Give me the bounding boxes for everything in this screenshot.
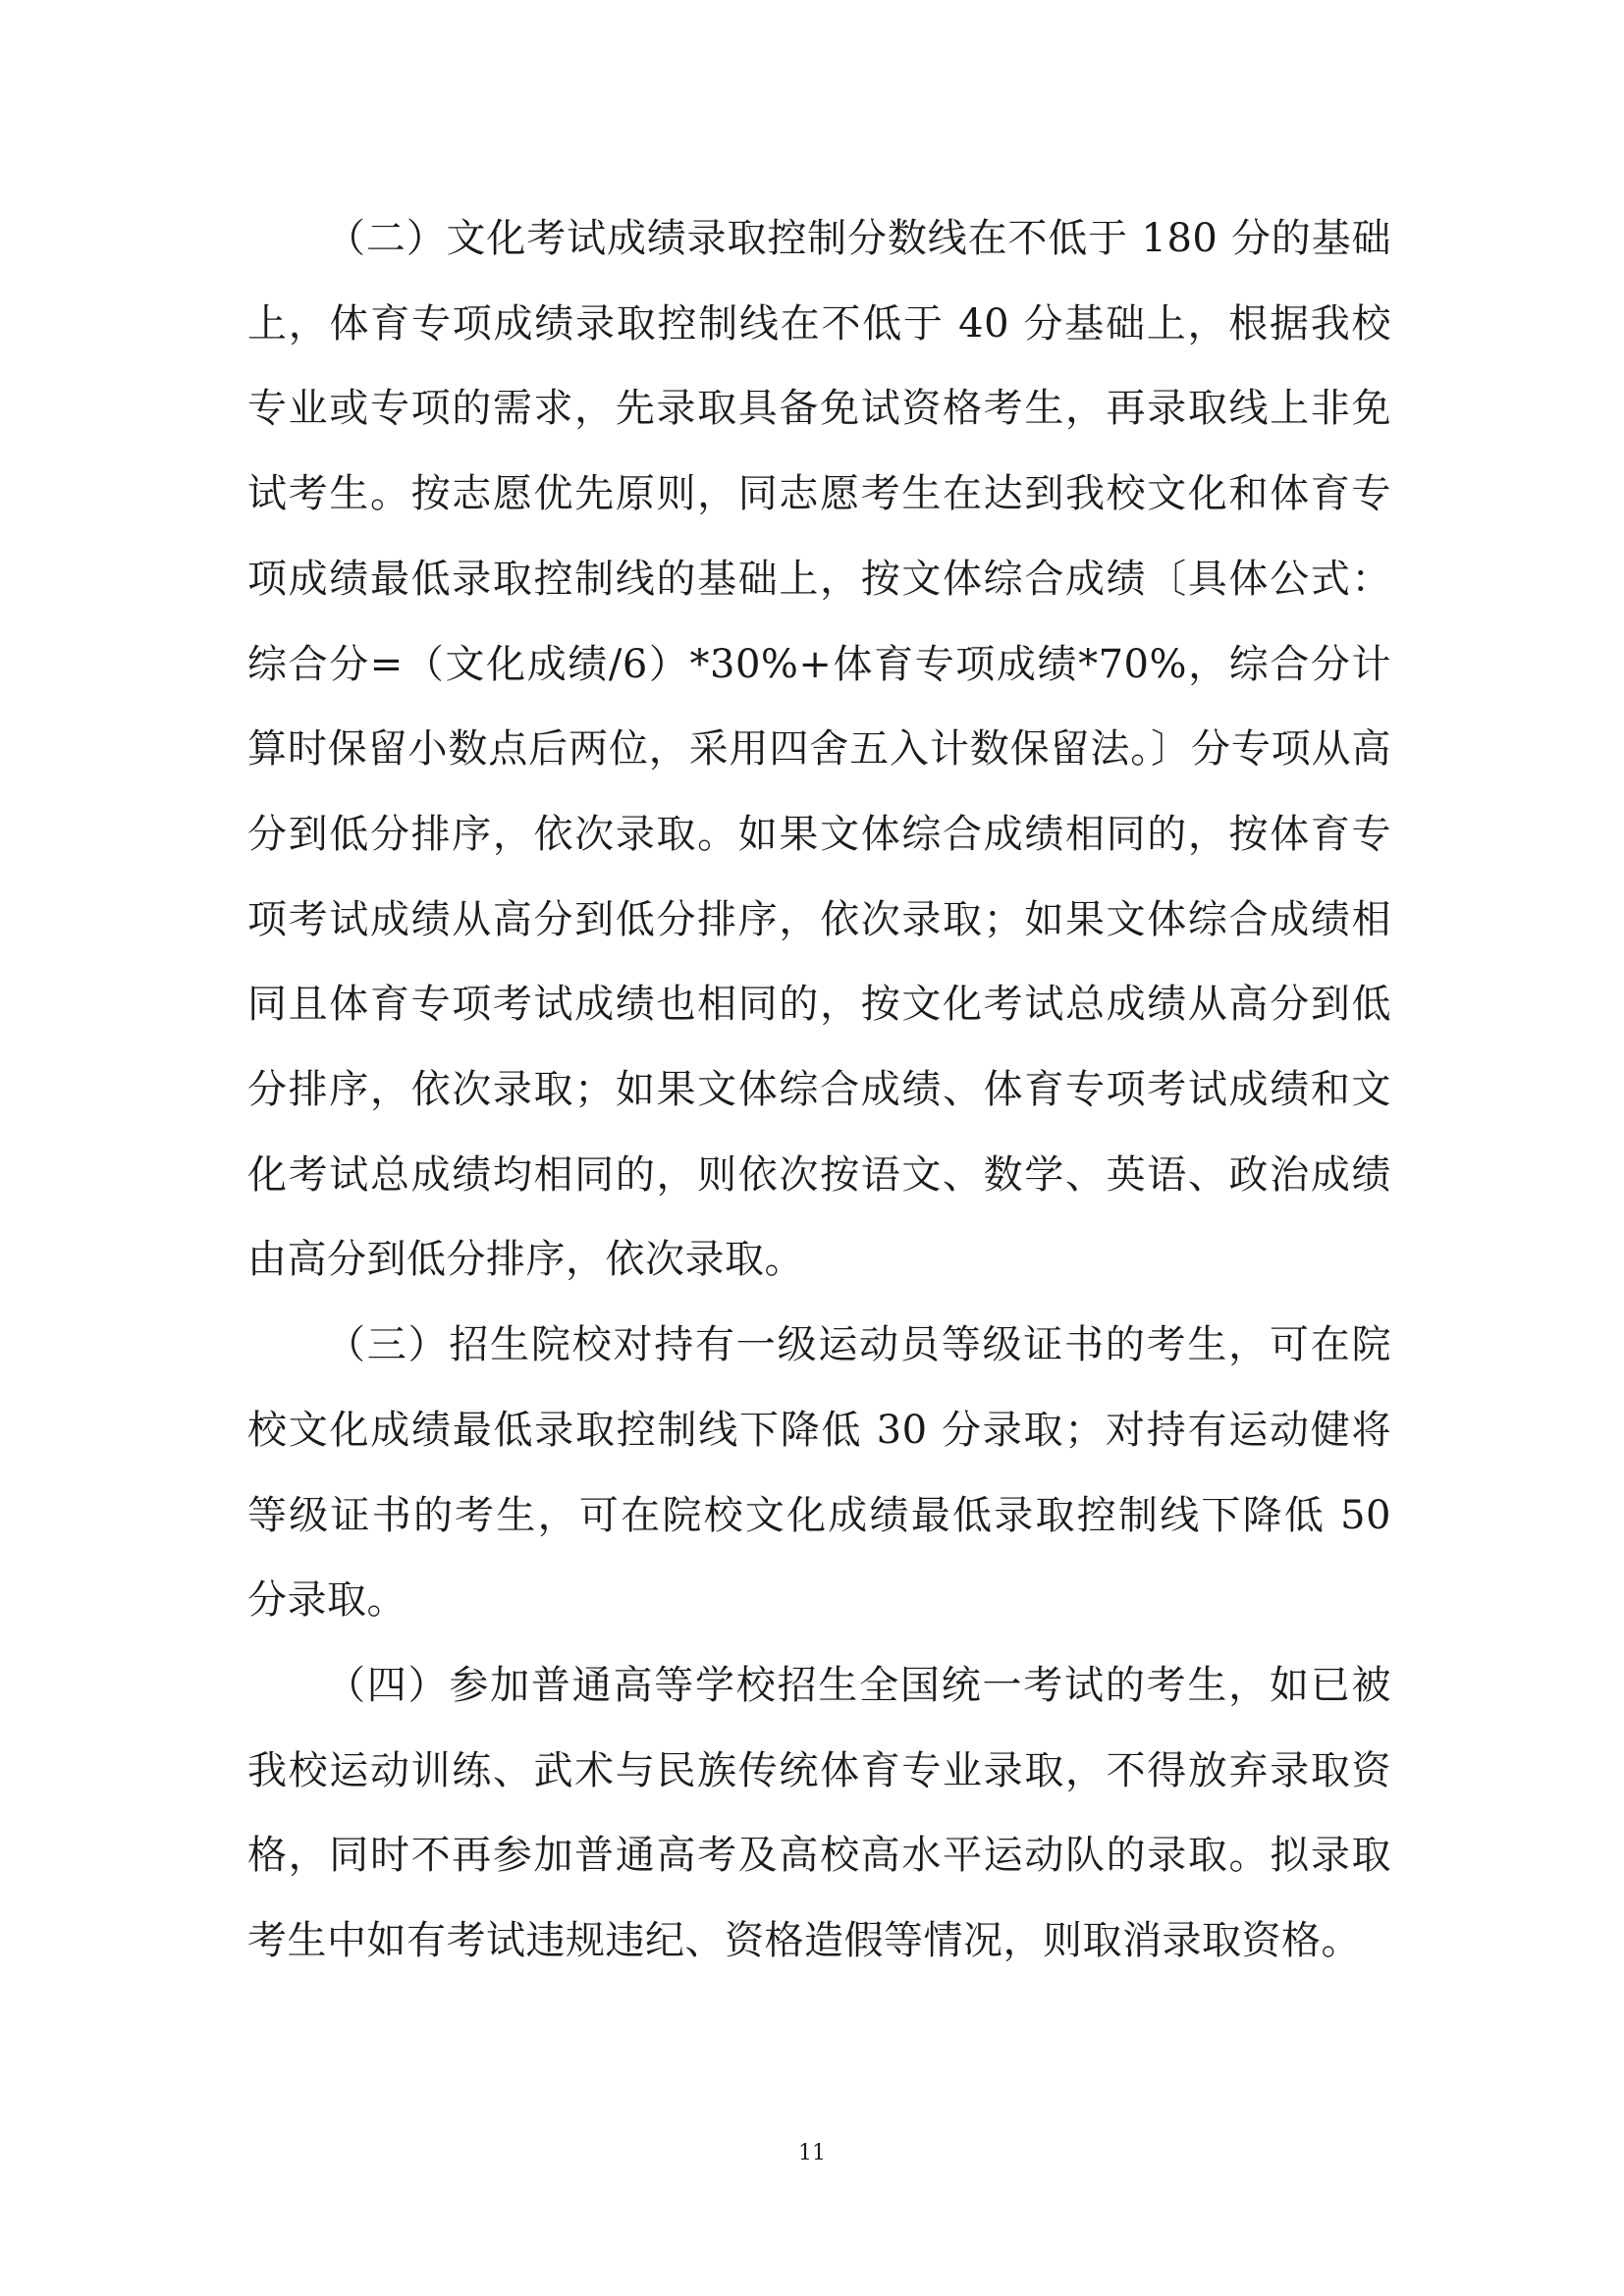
document-body: [247, 196, 1391, 1984]
page-number: 11: [798, 2141, 826, 2165]
paragraph-athlete-certificate: （三）招生院校对持有一级运动员等级证书的考生，可在院校文化成绩最低录取控制线下降低 30 分录取；对持有运动健将等级证书的考生，可在院校文化成绩最低录取控制线下降低 50 分录取。: [247, 1322, 1391, 1624]
paragraph-admission-score-line: （二）文化考试成绩录取控制分数线在不低于 180 分的基础上，体育专项成绩录取控制线在不低于 40 分基础上，根据我校专业或专项的需求，先录取具备免试资格考生，再录取线上非免试考生。按志愿优先原则，同志愿考生在达到我校文化和体育专项成绩最低录取控制线的基础上，按文体综合成绩〔具体公式：综合分=（文化成绩/6）*30%+体育专项成绩*70%，综合分计算时保留小数点后两位，采用四舍五入计数保留法。〕分专项从高分到低分排序，依次录取。如果文体综合成绩相同的，按体育专项考试成绩从高分到低分排序，依次录取；如果文体综合成绩相同且体育专项考试成绩也相同的，按文化考试总成绩从高分到低分排序，依次录取；如果文体综合成绩、体育专项考试成绩和文化考试总成绩均相同的，则依次按语文、数学、英语、政治成绩由高分到低分排序，依次录取。: [247, 216, 1391, 1283]
paragraph-admission-qualification: （四）参加普通高等学校招生全国统一考试的考生，如已被我校运动训练、武术与民族传统体育专业录取，不得放弃录取资格，同时不再参加普通高考及高校高水平运动队的录取。拟录取考生中如有考试违规违纪、资格造假等情况，则取消录取资格。: [247, 1662, 1391, 1964]
